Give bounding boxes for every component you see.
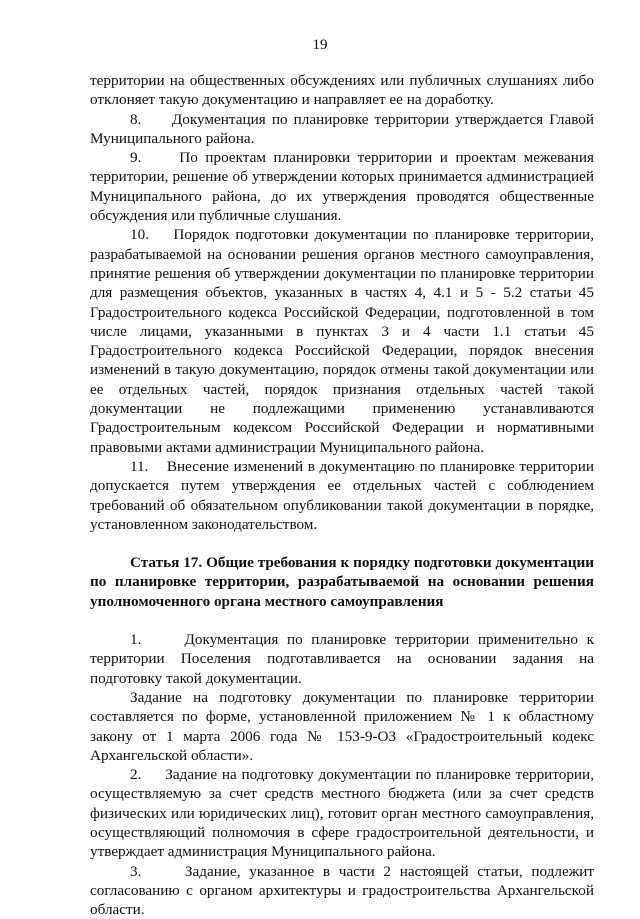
paragraph-item-11: 11. Внесение изменений в документацию по планировке территории допускается путем утверждения ее отдельных частей с соблюдением требований об обязательном опубликовании такой документации в порядке, установленном законодательством. xyxy=(90,457,594,533)
paragraph-article-item-2: 2. Задание на подготовку документации по планировке территории, осуществляемую за счет средств местного бюджета (или за счет средств физических или юридических лиц), готовит орган местного самоуправления, осуществляющий полномочия в сфере градостроительной деятельности, и утверждает администрация Муниципального района. xyxy=(90,766,594,861)
article-heading: Статья 17. Общие требования к порядку подготовки документации по планировке территории, разрабатываемой на основании решения уполномоченного органа местного самоуправления xyxy=(90,554,594,610)
paragraph-task-form: Задание на подготовку документации по планировке территории составляется по форме, установленной приложением № 1 к областному закону от 1 марта 2006 года № 153-9-ОЗ «Градостроительный кодекс Архангельской области». xyxy=(90,688,594,764)
paragraph-item-8: 8. Документация по планировке территории утверждается Главой Муниципального района. xyxy=(90,110,594,147)
page-number: 19 xyxy=(312,37,328,53)
paragraph-article-item-1: 1. Документация по планировке территории применительно к территории Поселения подготавливается на основании задания на подготовку такой документации. xyxy=(90,631,594,687)
paragraph-continuation: территории на общественных обсуждениях или публичных слушаниях либо отклоняет такую документацию и направляет ее на доработку. xyxy=(90,72,594,109)
document-body xyxy=(90,71,594,919)
paragraph-item-9: 9. По проектам планировки территории и проектам межевания территории, решение об утверждении которых принимается администрацией Муниципального района, до их утверждения проводятся общественные обсуждения или публичные слушания. xyxy=(90,149,594,225)
paragraph-article-item-3: 3. Задание, указанное в части 2 настоящей статьи, подлежит согласованию с органом архитектуры и градостроительства Архангельской области. xyxy=(90,862,594,919)
paragraph-item-10: 10. Порядок подготовки документации по планировке территории, разрабатываемой на основании решения органов местного самоуправления, принятие решения об утверждении документации по планировке территории для размещения объектов, указанных в частях 4, 4.1 и 5 - 5.2 статьи 45 Градостроительного кодекса Российской Федерации, подготовленной в том числе лицами, указанными в пунктах 3 и 4 части 1.1 статьи 45 Градостроительного кодекса Российской Федерации, порядок внесения изменений в такую документацию, порядок отмены такой документации или ее отдельных частей, порядок признания отдельных частей такой документации не подлежащими применению устанавливаются Градостроительным кодексом Российской Федерации и нормативными правовыми актами администрации Муниципального района. xyxy=(90,226,594,456)
